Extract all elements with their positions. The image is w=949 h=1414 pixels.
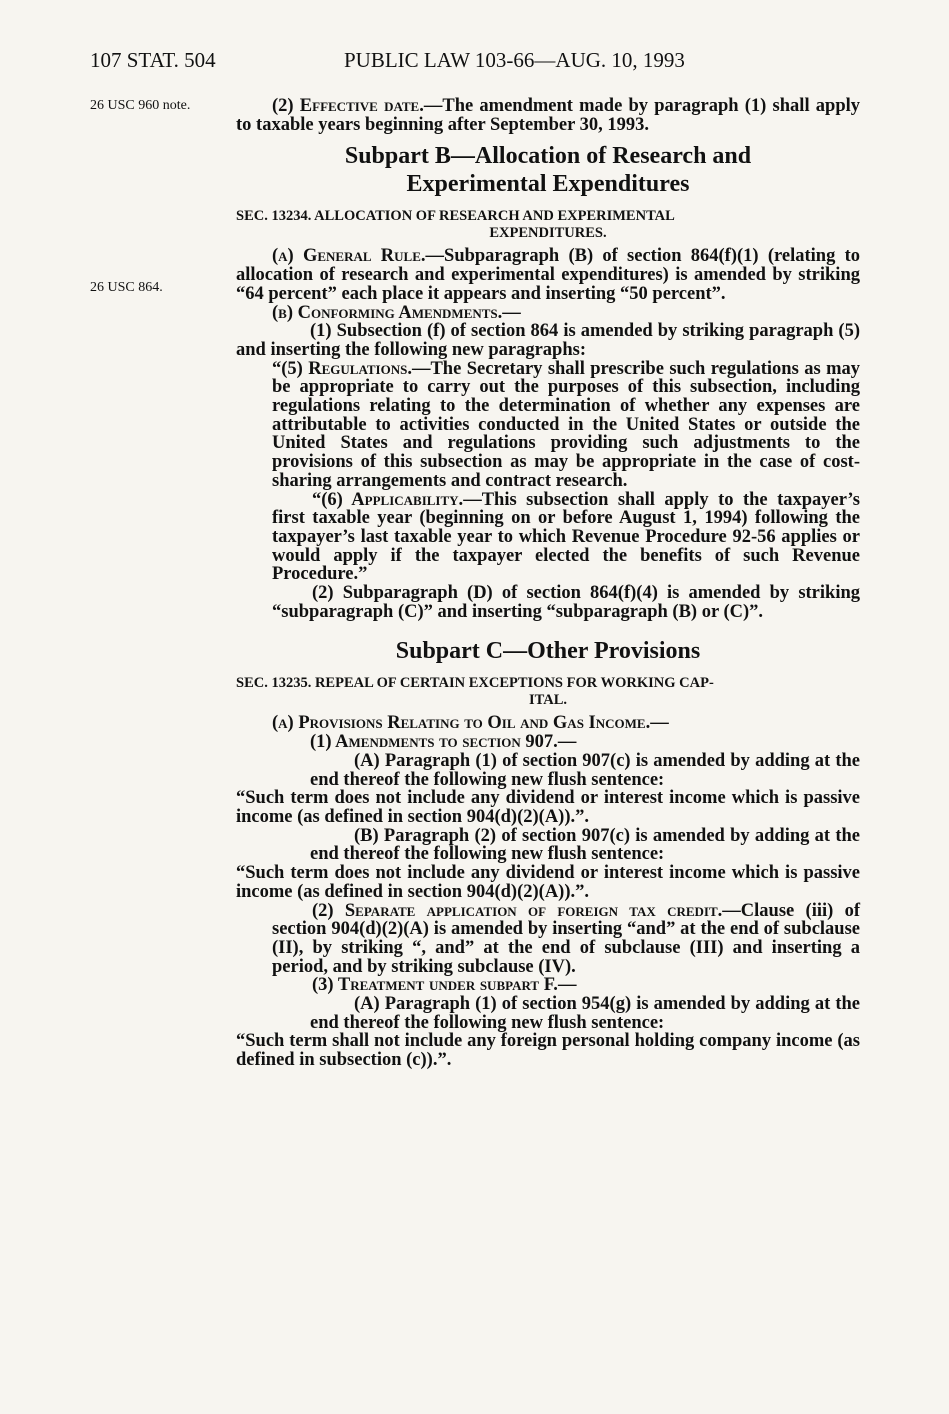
oil-gas-income-heading: (a) Provisions Relating to Oil and Gas Income.— bbox=[272, 713, 669, 734]
sec-13235-heading: SEC. 13235. REPEAL OF CERTAIN EXCEPTIONS FOR WORKING CAP- ITAL. bbox=[236, 675, 714, 708]
margin-note-864: 26 USC 864. bbox=[90, 280, 163, 295]
amendment-954-A: (A) Paragraph (1) of section 954(g) is amended by adding at the end thereof the following new flush sentence: bbox=[310, 994, 860, 1033]
flush-sentence-2: “Such term does not include any dividend or interest income which is passive income (as defined in section 904(d)(2)(A)).”. bbox=[236, 863, 860, 902]
effective-date-paragraph: (2) Effective date.—The amendment made by paragraph (1) shall apply to taxable years beginning after September 30, 1993. bbox=[236, 96, 861, 135]
subpart-b-title: Subpart B—Allocation of Research and Experimental Expenditures bbox=[344, 143, 752, 198]
amendment-907-A: (A) Paragraph (1) of section 907(c) is amended by adding at the end thereof the following new flush sentence: bbox=[310, 750, 860, 790]
amendments-907-heading: (1) Amendments to section 907.— bbox=[310, 732, 577, 753]
subpart-f-heading: (3) Treatment under subpart F.— bbox=[312, 975, 577, 996]
subpart-c-title: Subpart C—Other Provisions bbox=[395, 638, 701, 665]
amendment-907-B: (B) Paragraph (2) of section 907(c) is amended by adding at the end thereof the following new flush sentence: bbox=[310, 825, 860, 865]
conforming-amendment-1: (1) Subsection (f) of section 864 is amended by striking paragraph (5) and inserting the following new paragraphs: bbox=[236, 321, 860, 360]
separate-application-paragraph: (2) Separate application of foreign tax credit.—Clause (iii) of section 904(d)(2)(A) is amended by inserting “and” at the end of subclause (II), by striking “, and” at the end of subclause (III) and inserting a period, and by striking subclause (IV). bbox=[272, 900, 860, 977]
flush-sentence-1: “Such term does not include any dividend or interest income which is passive income (as defined in section 904(d)(2)(A)).”. bbox=[236, 788, 860, 827]
law-title: PUBLIC LAW 103-66—AUG. 10, 1993 bbox=[344, 48, 685, 72]
conforming-amendment-2: (2) Subparagraph (D) of section 864(f)(4) is amended by striking “subparagraph (C)” and inserting “subparagraph (B) or (C)”. bbox=[272, 583, 860, 622]
sec-13234-heading: SEC. 13234. ALLOCATION OF RESEARCH AND EXPERIMENTAL EXPENDITURES. bbox=[236, 208, 675, 241]
stat-page-number: 107 STAT. 504 bbox=[90, 48, 216, 72]
conforming-amendments-heading: (b) Conforming Amendments.— bbox=[272, 302, 521, 323]
page-header bbox=[90, 48, 860, 80]
document-body bbox=[236, 97, 860, 1070]
general-rule-paragraph: (a) General Rule.—Subparagraph (B) of section 864(f)(1) (relating to allocation of research and experimental expenditures) is amended by striking “64 percent” each place it appears and inserting “50 percent”. bbox=[236, 246, 860, 304]
margin-note-960: 26 USC 960 note. bbox=[90, 98, 191, 113]
applicability-paragraph: “(6) Applicability.—This subsection shall apply to the taxpayer’s first taxable year (beginning on or before August 1, 1994) following the taxpayer’s last taxable year to which Revenue Procedure 92-56 applies or would apply if the taxpayer elected the benefits of such Revenue Procedure.” bbox=[272, 489, 860, 585]
regulations-paragraph: “(5) Regulations.—The Secretary shall prescribe such regulations as may be appropriate to carry out the purposes of this subsection, including regulations relating to the determination of whether any expenses are attributable to activities conducted in the United States or outside the United States and regulations providing such adjustments to the provisions of this subsection as may be appropriate in the case of cost-sharing arrangements and contract research. bbox=[272, 358, 860, 491]
flush-sentence-3: “Such term shall not include any foreign personal holding company income (as defined in subsection (c)).”. bbox=[236, 1031, 860, 1071]
